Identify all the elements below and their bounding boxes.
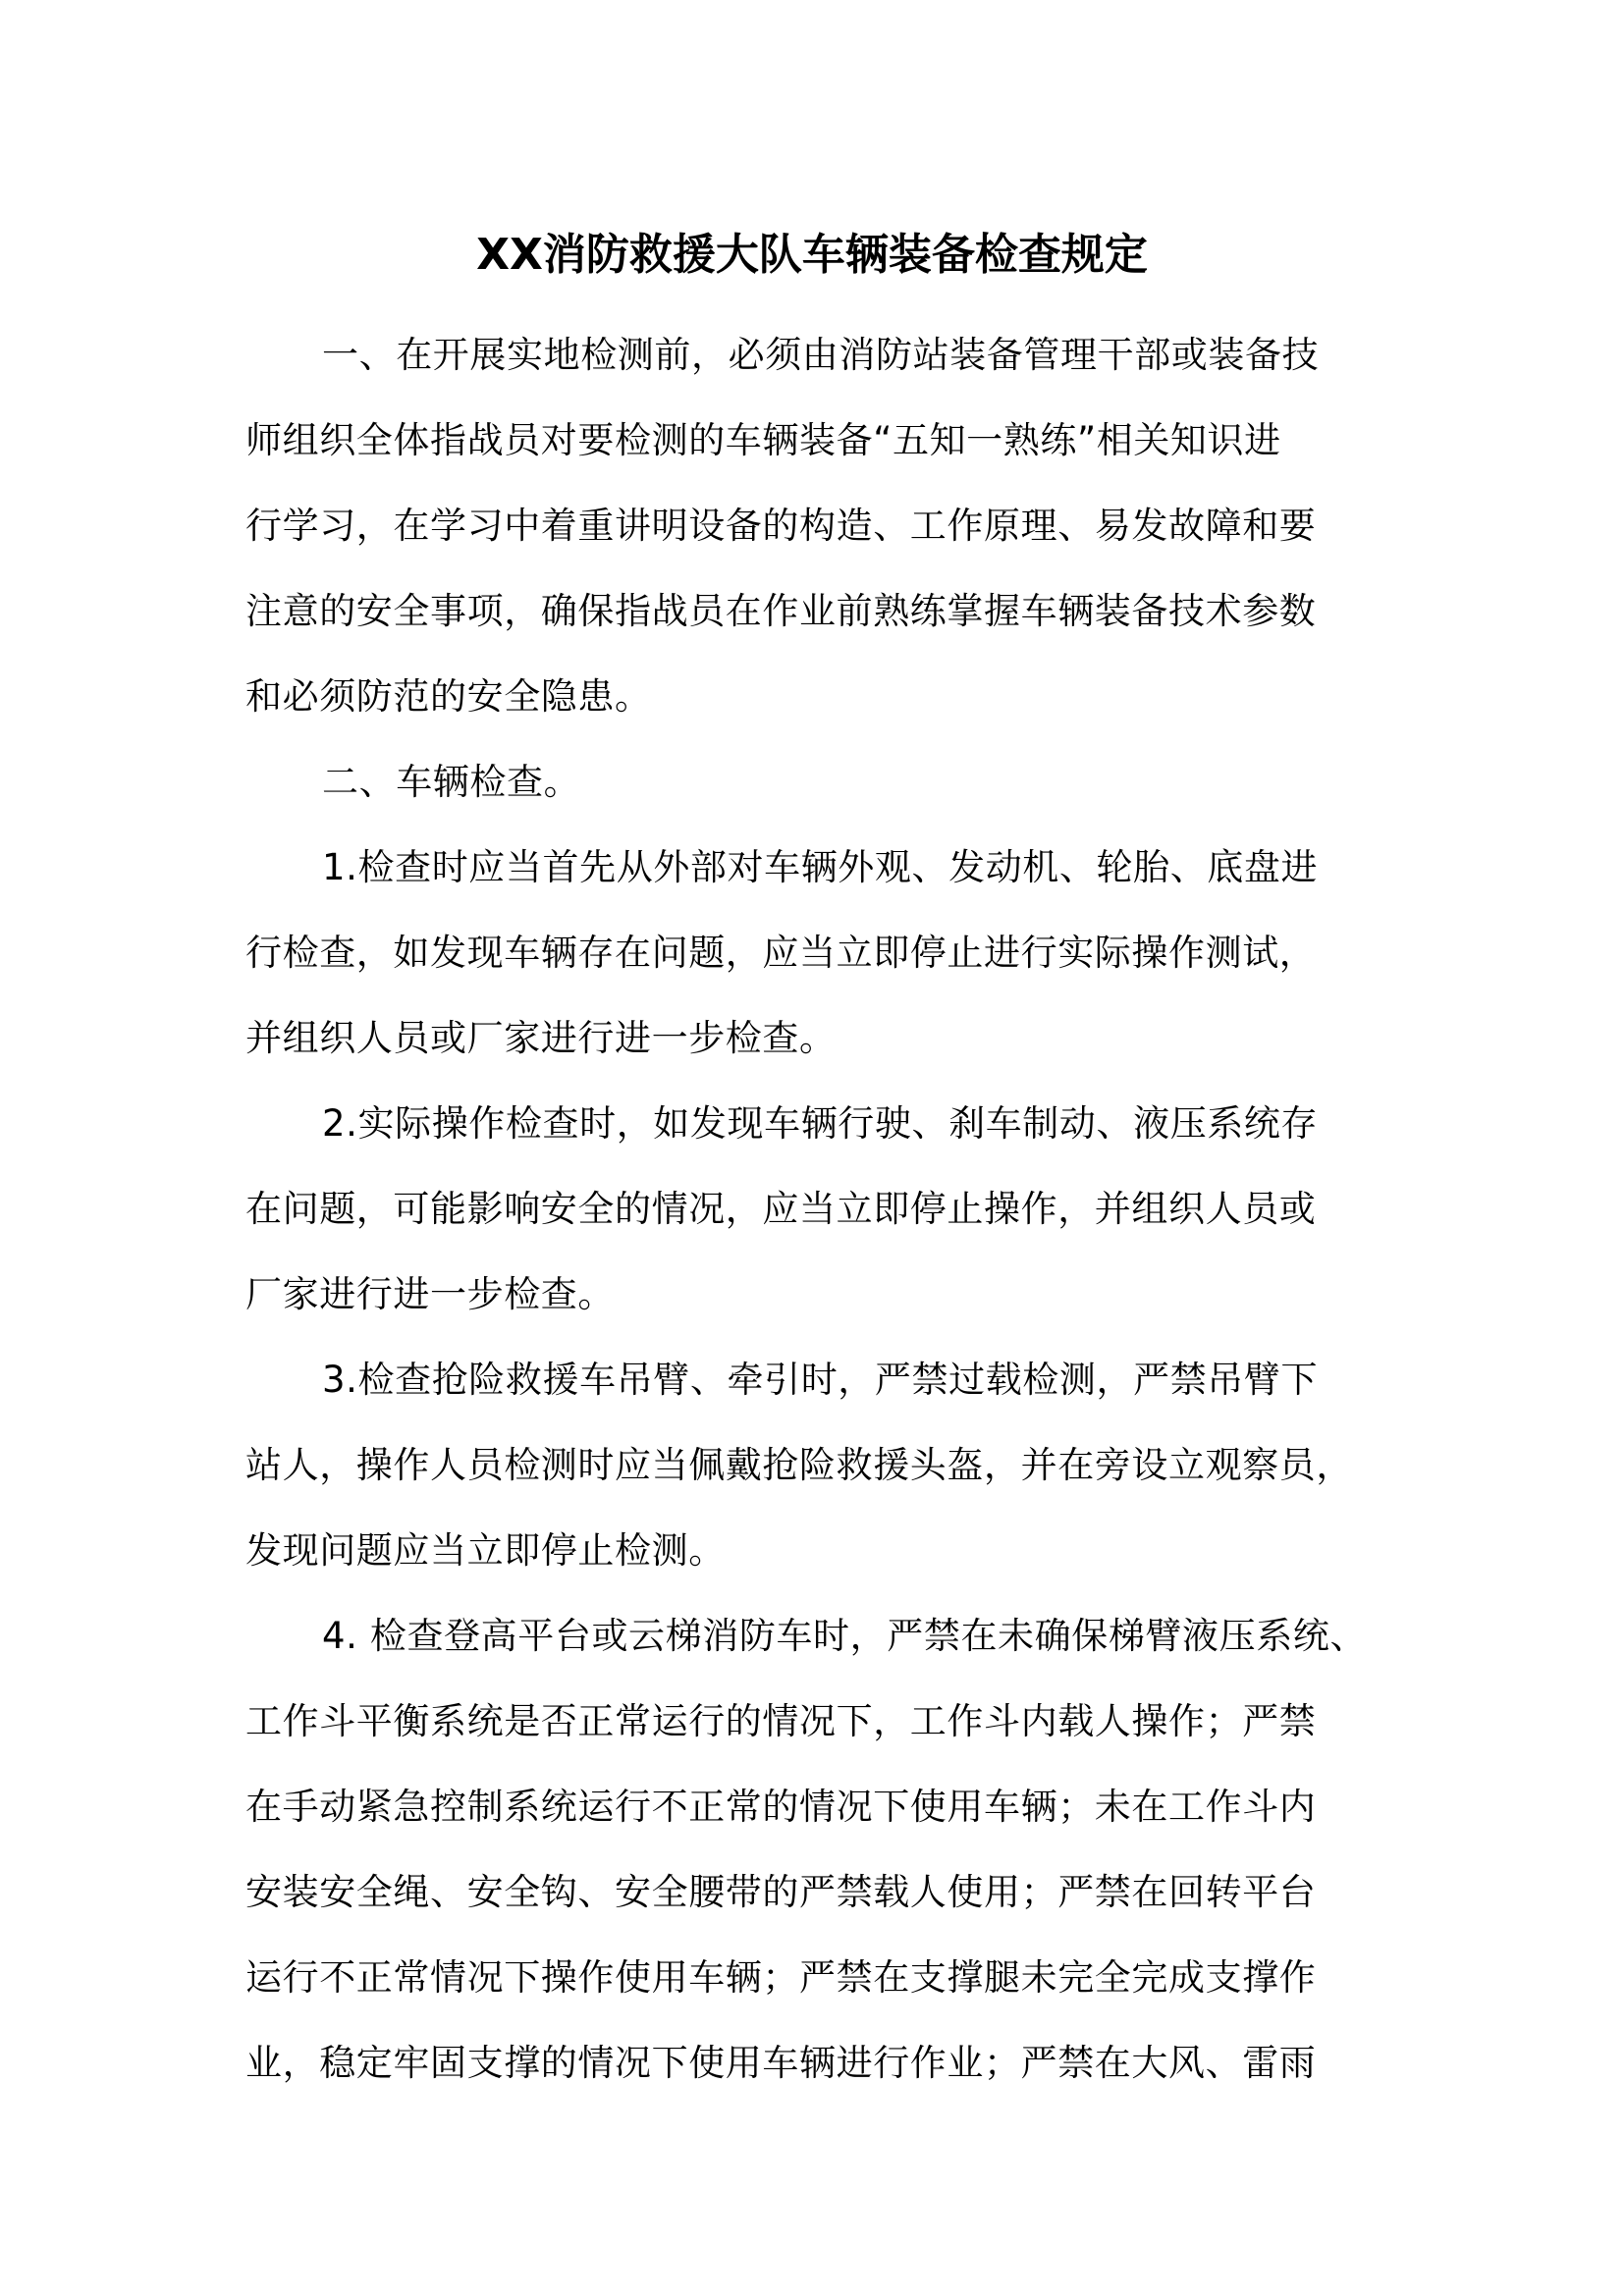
- text-line: 在问题，可能影响安全的情况，应当立即停止操作，并组织人员或: [245, 1188, 1317, 1230]
- document-body: [245, 312, 1386, 2106]
- text-line: 3.检查抢险救援车吊臂、牵引时，严禁过载检测，严禁吊臂下: [322, 1359, 1319, 1401]
- text-line: 运行不正常情况下操作使用车辆；严禁在支撑腿未完全完成支撑作: [245, 1956, 1317, 1999]
- text-line: 行检查，如发现车辆存在问题，应当立即停止进行实际操作测试，: [245, 932, 1317, 974]
- text-line: 注意的安全事项，确保指战员在作业前熟练掌握车辆装备技术参数: [245, 590, 1317, 632]
- paragraph-item-3: [245, 1337, 1386, 1593]
- text-line: 和必须防范的安全隐患。: [245, 675, 652, 718]
- text-line: 安装安全绳、安全钩、安全腰带的严禁载人使用；严禁在回转平台: [245, 1871, 1317, 1913]
- text-line: 并组织人员或厂家进行进一步检查。: [245, 1017, 837, 1059]
- text-line: 厂家进行进一步检查。: [245, 1273, 615, 1315]
- paragraph-item-2: [245, 1081, 1386, 1337]
- paragraph-section-1: [245, 312, 1386, 739]
- text-line: 师组织全体指战员对要检测的车辆装备“五知一熟练”相关知识进: [245, 419, 1281, 461]
- text-line: 行学习，在学习中着重讲明设备的构造、工作原理、易发故障和要: [245, 505, 1317, 547]
- text-line: 工作斗平衡系统是否正常运行的情况下，工作斗内载人操作；严禁: [245, 1700, 1317, 1742]
- paragraph-item-1: [245, 825, 1386, 1081]
- text-line: 4. 检查登高平台或云梯消防车时，严禁在未确保梯臂液压系统、: [322, 1615, 1368, 1657]
- document-title: XX消防救援大队车辆装备检查规定: [476, 230, 1148, 280]
- text-line: 1.检查时应当首先从外部对车辆外观、发动机、轮胎、底盘进: [322, 846, 1319, 888]
- text-line: 一、在开展实地检测前，必须由消防站装备管理干部或装备技: [322, 334, 1320, 376]
- text-line: 发现问题应当立即停止检测。: [245, 1529, 726, 1572]
- text-line: 二、车辆检查。: [322, 761, 581, 803]
- section-2-heading: [245, 739, 1386, 825]
- text-line: 2.实际操作检查时，如发现车辆行驶、刹车制动、液压系统存: [322, 1102, 1319, 1145]
- text-line: 在手动紧急控制系统运行不正常的情况下使用车辆；未在工作斗内: [245, 1786, 1317, 1828]
- text-line: 业，稳定牢固支撑的情况下使用车辆进行作业；严禁在大风、雷雨: [245, 2042, 1317, 2084]
- paragraph-item-4: [245, 1593, 1386, 2106]
- text-line: 站人，操作人员检测时应当佩戴抢险救援头盔，并在旁设立观察员，: [245, 1444, 1353, 1486]
